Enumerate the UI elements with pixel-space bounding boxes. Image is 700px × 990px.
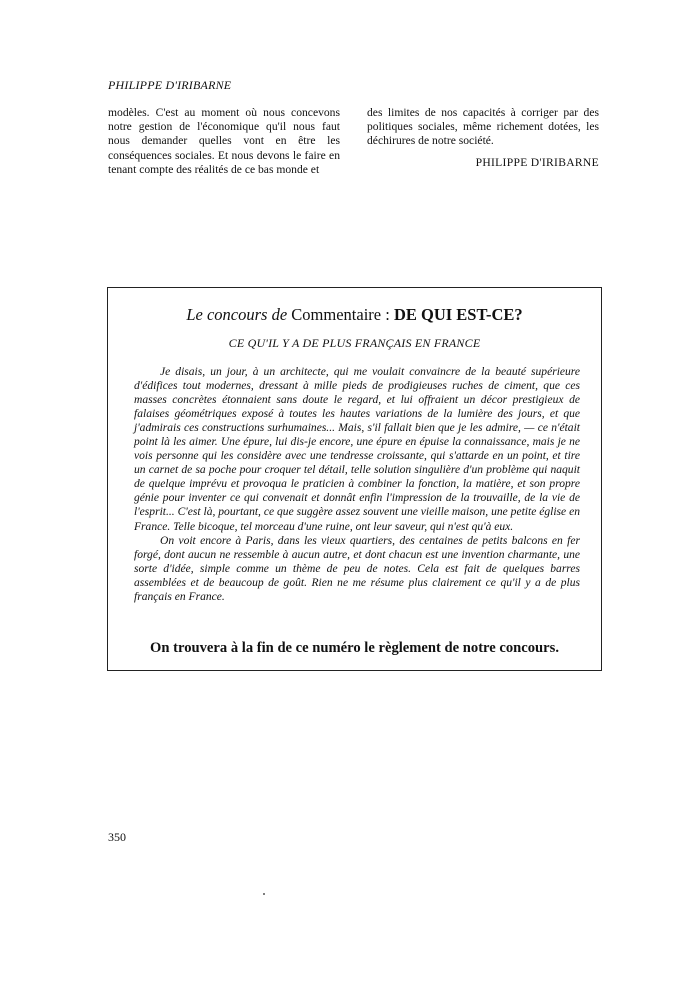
contest-title-magazine: Commentaire : <box>291 305 390 324</box>
scan-speck <box>263 893 265 895</box>
contest-title-de: de <box>271 305 288 324</box>
article-paragraph-right: des limites de nos capacités à corriger par des politiques sociales, même richement dotées, les déchirures de notre société. <box>367 106 599 148</box>
contest-title-prefix: Le concours <box>186 305 268 324</box>
contest-footer: On trouvera à la fin de ce numéro le règlement de notre concours. <box>150 640 559 656</box>
article-paragraph-left: modèles. C'est au moment où nous concevons notre gestion de l'économique qu'il nous faut nous demander quelles vont en être les conséquences sociales. Et nous devons le faire en tenant compte des réalités de ce bas monde et <box>108 106 340 176</box>
article-column-right <box>367 106 599 170</box>
contest-title <box>108 305 601 325</box>
author-signature: PHILIPPE D'IRIBARNE <box>475 155 599 169</box>
quote-paragraph: On voit encore à Paris, dans les vieux quartiers, des centaines de petits balcons en fer forgé, dont aucun ne ressemble à aucun autre, et dont chacun est une invention charmante, une sorte d'idée, simple comme un thème de peu de notes. Cela est fait de quelques barres assemblées et de beaucoup de goût. Rien ne me résume plus clairement ce qu'il y a de plus français en France. <box>134 534 580 603</box>
contest-title-question: DE QUI EST-CE? <box>393 305 523 324</box>
contest-quote <box>134 365 580 604</box>
contest-subtitle: CE QU'IL Y A DE PLUS FRANÇAIS EN FRANCE <box>228 336 481 350</box>
article-column-left <box>108 106 340 177</box>
quote-paragraph: Je disais, un jour, à un architecte, qui me voulait convaincre de la beauté supérieure d'édifices tout modernes, dressant à mille pieds de prodigieuses ruches de ciment, que ces masses concrètes étonnaient sans doute le regard, et lui offraient un décor prestigieux de falaises géométriques exposé à toutes les hautes variations de la lumière des jours, et que j'admirais ces constructions surhumaines... Mais, s'il fallait bien que je les admire, — ce n'était point là les aimer. Une épure, lui dis-je encore, une épure en épuise la connaissance, mais je ne vois personne qui les considère avec une tendresse croissante, qui s'attarde en un point, et tire un carnet de sa poche pour croquer tel détail, telle solution singulière d'un problème qui naquit de quelque imprévu et provoqua le praticien à combiner la fonction, la matière, et son propre génie pour inventer ce qui convenait et donnât enfin l'impression de la trouvaille, de la vie de l'esprit... C'est là, pourtant, ce que suggère assez souvent une vieille maison, une petite église en France. Telle bicoque, tel morceau d'une ruine, ont leur saveur, qui n'est qu'à eux. <box>134 366 580 533</box>
contest-box <box>107 287 602 671</box>
running-head: PHILIPPE D'IRIBARNE <box>108 78 232 92</box>
page-number: 350 <box>108 830 126 844</box>
